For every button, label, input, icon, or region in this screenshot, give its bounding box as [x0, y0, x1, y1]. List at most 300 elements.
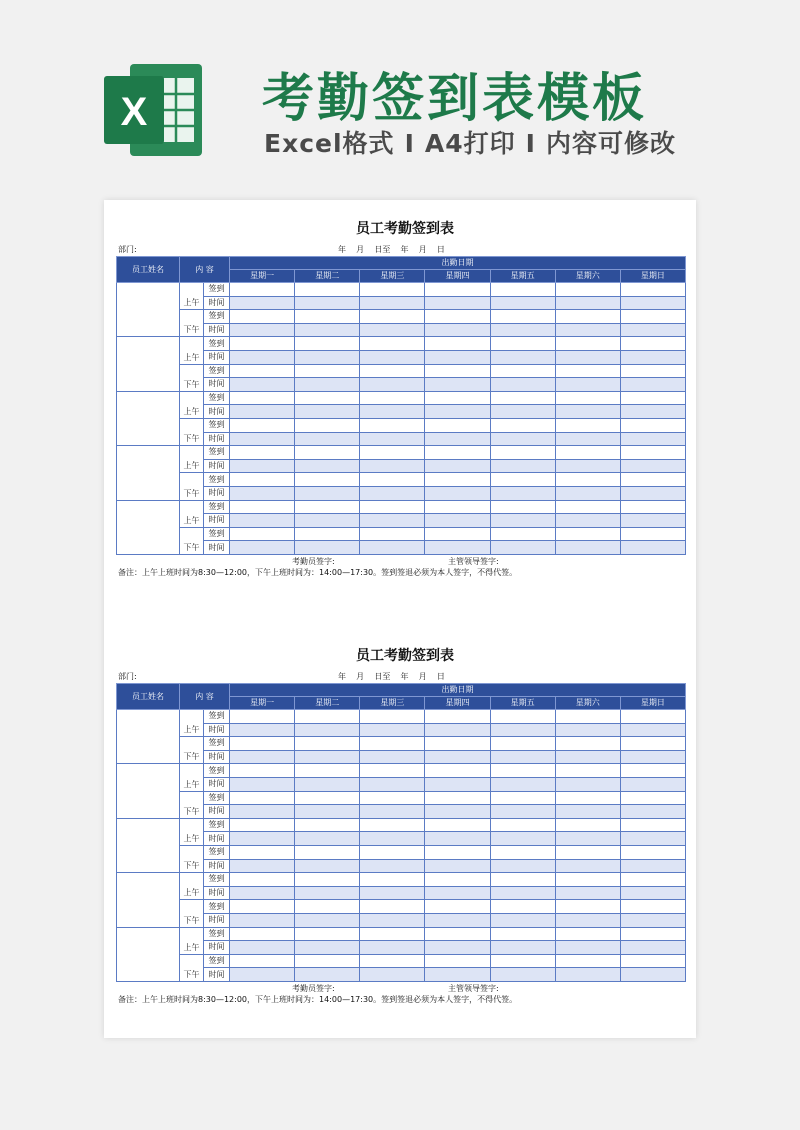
time-label: 时间 — [204, 296, 230, 310]
attendance-cell[interactable] — [295, 927, 360, 941]
attendance-cell[interactable] — [295, 418, 360, 432]
attendance-cell[interactable] — [295, 723, 360, 737]
attendance-cell[interactable] — [425, 859, 490, 873]
attendance-cell[interactable] — [620, 337, 685, 351]
attendance-cell[interactable] — [425, 886, 490, 900]
attendance-cell[interactable] — [490, 323, 555, 337]
attendance-cell[interactable] — [490, 954, 555, 968]
attendance-cell[interactable] — [360, 737, 425, 751]
attendance-cell[interactable] — [425, 818, 490, 832]
attendance-cell[interactable] — [425, 954, 490, 968]
attendance-cell[interactable] — [620, 350, 685, 364]
attendance-cell[interactable] — [490, 378, 555, 392]
attendance-cell[interactable] — [620, 913, 685, 927]
attendance-cell[interactable] — [425, 913, 490, 927]
attendance-cell[interactable] — [555, 750, 620, 764]
attendance-cell[interactable] — [555, 954, 620, 968]
attendance-cell[interactable] — [360, 310, 425, 324]
attendance-cell[interactable] — [360, 805, 425, 819]
attendance-cell[interactable] — [425, 927, 490, 941]
attendance-cell[interactable] — [360, 514, 425, 528]
attendance-cell[interactable] — [230, 500, 295, 514]
attendance-cell[interactable] — [295, 296, 360, 310]
attendance-cell[interactable] — [360, 296, 425, 310]
attendance-cell[interactable] — [490, 913, 555, 927]
attendance-cell[interactable] — [425, 486, 490, 500]
attendance-cell[interactable] — [620, 737, 685, 751]
attendance-cell[interactable] — [295, 337, 360, 351]
attendance-cell[interactable] — [425, 350, 490, 364]
attendance-cell[interactable] — [490, 514, 555, 528]
attendance-cell[interactable] — [425, 710, 490, 724]
attendance-cell[interactable] — [620, 954, 685, 968]
attendance-cell[interactable] — [295, 805, 360, 819]
attendance-cell[interactable] — [490, 791, 555, 805]
attendance-cell[interactable] — [555, 364, 620, 378]
attendance-cell[interactable] — [555, 791, 620, 805]
attendance-cell[interactable] — [425, 791, 490, 805]
attendance-cell[interactable] — [360, 418, 425, 432]
employee-name-cell[interactable] — [117, 818, 180, 872]
attendance-cell[interactable] — [230, 805, 295, 819]
attendance-cell[interactable] — [360, 473, 425, 487]
attendance-cell[interactable] — [555, 941, 620, 955]
attendance-cell[interactable] — [620, 527, 685, 541]
attendance-cell[interactable] — [360, 723, 425, 737]
employee-name-cell[interactable] — [117, 446, 180, 500]
attendance-cell[interactable] — [230, 323, 295, 337]
period-pm-label: 下午 — [180, 845, 204, 872]
attendance-cell[interactable] — [555, 283, 620, 297]
attendance-cell[interactable] — [425, 310, 490, 324]
attendance-cell[interactable] — [295, 873, 360, 887]
attendance-cell[interactable] — [230, 391, 295, 405]
attendance-cell[interactable] — [425, 777, 490, 791]
attendance-cell[interactable] — [620, 473, 685, 487]
attendance-cell[interactable] — [360, 859, 425, 873]
attendance-cell[interactable] — [295, 900, 360, 914]
attendance-cell[interactable] — [230, 913, 295, 927]
employee-name-cell[interactable] — [117, 283, 180, 337]
attendance-cell[interactable] — [295, 750, 360, 764]
attendance-cell[interactable] — [425, 514, 490, 528]
attendance-cell[interactable] — [555, 350, 620, 364]
attendance-cell[interactable] — [230, 764, 295, 778]
attendance-cell[interactable] — [295, 710, 360, 724]
attendance-cell[interactable] — [425, 283, 490, 297]
attendance-cell[interactable] — [230, 296, 295, 310]
attendance-cell[interactable] — [620, 500, 685, 514]
attendance-cell[interactable] — [490, 927, 555, 941]
attendance-cell[interactable] — [620, 283, 685, 297]
attendance-cell[interactable] — [360, 818, 425, 832]
attendance-cell[interactable] — [360, 845, 425, 859]
attendance-cell[interactable] — [490, 737, 555, 751]
attendance-cell[interactable] — [490, 832, 555, 846]
attendance-cell[interactable] — [425, 405, 490, 419]
attendance-cell[interactable] — [620, 459, 685, 473]
attendance-cell[interactable] — [295, 473, 360, 487]
attendance-cell[interactable] — [230, 723, 295, 737]
attendance-cell[interactable] — [490, 310, 555, 324]
attendance-cell[interactable] — [490, 723, 555, 737]
attendance-cell[interactable] — [230, 791, 295, 805]
attendance-cell[interactable] — [620, 296, 685, 310]
attendance-cell[interactable] — [230, 750, 295, 764]
employee-name-cell[interactable] — [117, 927, 180, 981]
attendance-cell[interactable] — [490, 750, 555, 764]
attendance-cell[interactable] — [555, 459, 620, 473]
attendance-cell[interactable] — [230, 710, 295, 724]
attendance-cell[interactable] — [490, 541, 555, 555]
attendance-cell[interactable] — [425, 845, 490, 859]
attendance-cell[interactable] — [230, 432, 295, 446]
attendance-cell[interactable] — [425, 527, 490, 541]
attendance-cell[interactable] — [620, 323, 685, 337]
attendance-cell[interactable] — [425, 446, 490, 460]
attendance-cell[interactable] — [620, 777, 685, 791]
attendance-cell[interactable] — [360, 954, 425, 968]
attendance-cell[interactable] — [620, 818, 685, 832]
attendance-cell[interactable] — [620, 378, 685, 392]
attendance-cell[interactable] — [360, 750, 425, 764]
attendance-cell[interactable] — [230, 283, 295, 297]
attendance-cell[interactable] — [555, 500, 620, 514]
attendance-cell[interactable] — [230, 350, 295, 364]
attendance-cell[interactable] — [555, 886, 620, 900]
attendance-cell[interactable] — [360, 886, 425, 900]
attendance-cell[interactable] — [425, 418, 490, 432]
attendance-cell[interactable] — [555, 710, 620, 724]
attendance-cell[interactable] — [230, 541, 295, 555]
attendance-cell[interactable] — [620, 418, 685, 432]
attendance-cell[interactable] — [230, 337, 295, 351]
attendance-cell[interactable] — [620, 791, 685, 805]
employee-name-cell[interactable] — [117, 764, 180, 818]
attendance-cell[interactable] — [425, 832, 490, 846]
attendance-cell[interactable] — [555, 859, 620, 873]
attendance-cell[interactable] — [295, 283, 360, 297]
attendance-cell[interactable] — [360, 500, 425, 514]
attendance-cell[interactable] — [230, 900, 295, 914]
attendance-cell[interactable] — [230, 886, 295, 900]
attendance-cell[interactable] — [555, 323, 620, 337]
attendance-cell[interactable] — [620, 486, 685, 500]
header-employee-name: 员工姓名 — [117, 684, 180, 710]
attendance-cell[interactable] — [230, 514, 295, 528]
attendance-cell[interactable] — [230, 777, 295, 791]
attendance-cell[interactable] — [295, 500, 360, 514]
attendance-cell[interactable] — [490, 710, 555, 724]
attendance-cell[interactable] — [360, 913, 425, 927]
attendance-cell[interactable] — [490, 459, 555, 473]
attendance-cell[interactable] — [555, 446, 620, 460]
attendance-cell[interactable] — [490, 941, 555, 955]
attendance-cell[interactable] — [620, 845, 685, 859]
attendance-cell[interactable] — [295, 486, 360, 500]
attendance-cell[interactable] — [620, 941, 685, 955]
attendance-cell[interactable] — [295, 310, 360, 324]
attendance-cell[interactable] — [295, 364, 360, 378]
attendance-cell[interactable] — [620, 900, 685, 914]
attendance-cell[interactable] — [555, 378, 620, 392]
attendance-cell[interactable] — [425, 296, 490, 310]
attendance-cell[interactable] — [555, 541, 620, 555]
sign-label: 签到 — [204, 764, 230, 778]
attendance-cell[interactable] — [295, 913, 360, 927]
attendance-cell[interactable] — [490, 446, 555, 460]
table-row — [117, 283, 686, 297]
attendance-cell[interactable] — [490, 418, 555, 432]
attendance-cell[interactable] — [360, 391, 425, 405]
attendance-cell[interactable] — [425, 500, 490, 514]
attendance-cell[interactable] — [360, 764, 425, 778]
attendance-cell[interactable] — [360, 541, 425, 555]
attendance-cell[interactable] — [620, 391, 685, 405]
attendance-cell[interactable] — [555, 927, 620, 941]
attendance-cell[interactable] — [555, 900, 620, 914]
attendance-cell[interactable] — [490, 764, 555, 778]
attendance-cell[interactable] — [425, 391, 490, 405]
attendance-cell[interactable] — [230, 737, 295, 751]
attendance-cell[interactable] — [620, 859, 685, 873]
attendance-cell[interactable] — [360, 459, 425, 473]
attendance-cell[interactable] — [360, 927, 425, 941]
attendance-cell[interactable] — [360, 446, 425, 460]
attendance-cell[interactable] — [295, 764, 360, 778]
attendance-cell[interactable] — [230, 927, 295, 941]
attendance-cell[interactable] — [490, 818, 555, 832]
attendance-cell[interactable] — [295, 941, 360, 955]
attendance-cell[interactable] — [425, 337, 490, 351]
attendance-cell[interactable] — [295, 791, 360, 805]
attendance-cell[interactable] — [230, 832, 295, 846]
attendance-cell[interactable] — [555, 723, 620, 737]
attendance-cell[interactable] — [295, 954, 360, 968]
attendance-cell[interactable] — [490, 968, 555, 982]
attendance-cell[interactable] — [555, 873, 620, 887]
attendance-cell[interactable] — [555, 832, 620, 846]
employee-name-cell[interactable] — [117, 873, 180, 927]
attendance-cell[interactable] — [490, 486, 555, 500]
attendance-cell[interactable] — [555, 527, 620, 541]
attendance-cell[interactable] — [555, 337, 620, 351]
attendance-cell[interactable] — [360, 527, 425, 541]
attendance-cell[interactable] — [620, 927, 685, 941]
attendance-cell[interactable] — [230, 873, 295, 887]
attendance-cell[interactable] — [490, 296, 555, 310]
attendance-cell[interactable] — [490, 350, 555, 364]
attendance-cell[interactable] — [360, 283, 425, 297]
time-label: 时间 — [204, 805, 230, 819]
attendance-cell[interactable] — [425, 378, 490, 392]
attendance-cell[interactable] — [425, 873, 490, 887]
attendance-cell[interactable] — [360, 405, 425, 419]
attendance-cell[interactable] — [295, 886, 360, 900]
attendance-cell[interactable] — [230, 405, 295, 419]
attendance-cell[interactable] — [425, 541, 490, 555]
attendance-cell[interactable] — [295, 459, 360, 473]
attendance-cell[interactable] — [425, 459, 490, 473]
attendance-cell[interactable] — [620, 310, 685, 324]
attendance-cell[interactable] — [490, 845, 555, 859]
attendance-cell[interactable] — [555, 845, 620, 859]
attendance-cell[interactable] — [425, 968, 490, 982]
attendance-cell[interactable] — [295, 541, 360, 555]
attendance-cell[interactable] — [620, 886, 685, 900]
attendance-cell[interactable] — [490, 805, 555, 819]
attendance-cell[interactable] — [620, 764, 685, 778]
attendance-cell[interactable] — [620, 805, 685, 819]
attendance-cell[interactable] — [360, 832, 425, 846]
attendance-cell[interactable] — [230, 968, 295, 982]
attendance-cell[interactable] — [620, 364, 685, 378]
attendance-cell[interactable] — [295, 527, 360, 541]
attendance-cell[interactable] — [490, 527, 555, 541]
attendance-cell[interactable] — [425, 764, 490, 778]
attendance-cell[interactable] — [490, 777, 555, 791]
attendance-cell[interactable] — [425, 750, 490, 764]
attendance-cell[interactable] — [230, 954, 295, 968]
attendance-cell[interactable] — [360, 968, 425, 982]
attendance-cell[interactable] — [360, 432, 425, 446]
attendance-cell[interactable] — [555, 818, 620, 832]
attendance-cell[interactable] — [425, 805, 490, 819]
attendance-cell[interactable] — [620, 446, 685, 460]
attendance-cell[interactable] — [360, 791, 425, 805]
attendance-cell[interactable] — [555, 296, 620, 310]
attendance-cell[interactable] — [620, 541, 685, 555]
attendance-cell[interactable] — [360, 337, 425, 351]
attendance-cell[interactable] — [360, 941, 425, 955]
attendance-cell[interactable] — [295, 446, 360, 460]
attendance-cell[interactable] — [360, 873, 425, 887]
attendance-cell[interactable] — [620, 968, 685, 982]
attendance-cell[interactable] — [620, 432, 685, 446]
attendance-cell[interactable] — [360, 777, 425, 791]
attendance-cell[interactable] — [360, 350, 425, 364]
attendance-cell[interactable] — [555, 737, 620, 751]
attendance-cell[interactable] — [620, 405, 685, 419]
attendance-cell[interactable] — [555, 391, 620, 405]
attendance-cell[interactable] — [295, 737, 360, 751]
attendance-cell[interactable] — [555, 968, 620, 982]
attendance-cell[interactable] — [295, 777, 360, 791]
attendance-cell[interactable] — [620, 710, 685, 724]
attendance-cell[interactable] — [425, 323, 490, 337]
attendance-cell[interactable] — [295, 859, 360, 873]
attendance-cell[interactable] — [620, 832, 685, 846]
attendance-cell[interactable] — [555, 405, 620, 419]
attendance-cell[interactable] — [555, 913, 620, 927]
attendance-cell[interactable] — [555, 432, 620, 446]
attendance-cell[interactable] — [295, 845, 360, 859]
attendance-cell[interactable] — [360, 486, 425, 500]
employee-name-cell[interactable] — [117, 337, 180, 391]
attendance-cell[interactable] — [555, 473, 620, 487]
attendance-cell[interactable] — [555, 805, 620, 819]
sign-label: 签到 — [204, 527, 230, 541]
attendance-cell[interactable] — [490, 859, 555, 873]
attendance-cell[interactable] — [555, 514, 620, 528]
attendance-cell[interactable] — [230, 473, 295, 487]
attendance-cell[interactable] — [490, 405, 555, 419]
attendance-cell[interactable] — [555, 418, 620, 432]
attendance-cell[interactable] — [490, 391, 555, 405]
attendance-cell[interactable] — [230, 446, 295, 460]
attendance-cell[interactable] — [620, 514, 685, 528]
attendance-cell[interactable] — [295, 405, 360, 419]
sign-label: 签到 — [204, 364, 230, 378]
attendance-cell[interactable] — [620, 750, 685, 764]
attendance-cell[interactable] — [490, 283, 555, 297]
attendance-cell[interactable] — [555, 764, 620, 778]
sign-label: 签到 — [204, 418, 230, 432]
attendance-cell[interactable] — [555, 777, 620, 791]
attendance-cell[interactable] — [425, 900, 490, 914]
attendance-cell[interactable] — [555, 310, 620, 324]
attendance-cell[interactable] — [230, 459, 295, 473]
employee-name-cell[interactable] — [117, 391, 180, 445]
attendance-cell[interactable] — [425, 473, 490, 487]
attendance-cell[interactable] — [490, 364, 555, 378]
attendance-cell[interactable] — [230, 941, 295, 955]
attendance-cell[interactable] — [360, 710, 425, 724]
attendance-cell[interactable] — [360, 900, 425, 914]
attendance-cell[interactable] — [230, 364, 295, 378]
attendance-cell[interactable] — [230, 527, 295, 541]
attendance-cell[interactable] — [360, 364, 425, 378]
attendance-cell[interactable] — [425, 941, 490, 955]
header-day: 星期二 — [295, 270, 360, 283]
attendance-cell[interactable] — [490, 886, 555, 900]
attendance-cell[interactable] — [230, 486, 295, 500]
attendance-cell[interactable] — [360, 378, 425, 392]
attendance-cell[interactable] — [360, 323, 425, 337]
attendance-cell[interactable] — [230, 818, 295, 832]
attendance-cell[interactable] — [295, 968, 360, 982]
attendance-cell[interactable] — [490, 337, 555, 351]
attendance-cell[interactable] — [425, 723, 490, 737]
attendance-cell[interactable] — [490, 473, 555, 487]
attendance-cell[interactable] — [425, 364, 490, 378]
attendance-cell[interactable] — [425, 432, 490, 446]
attendance-cell[interactable] — [295, 323, 360, 337]
attendance-cell[interactable] — [295, 378, 360, 392]
attendance-cell[interactable] — [490, 432, 555, 446]
attendance-cell[interactable] — [490, 500, 555, 514]
employee-name-cell[interactable] — [117, 500, 180, 554]
attendance-cell[interactable] — [295, 432, 360, 446]
attendance-cell[interactable] — [230, 845, 295, 859]
attendance-cell[interactable] — [425, 737, 490, 751]
attendance-cell[interactable] — [295, 832, 360, 846]
attendance-cell[interactable] — [295, 514, 360, 528]
attendance-cell[interactable] — [490, 873, 555, 887]
attendance-cell[interactable] — [620, 723, 685, 737]
attendance-cell[interactable] — [295, 391, 360, 405]
attendance-cell[interactable] — [295, 818, 360, 832]
attendance-cell[interactable] — [230, 418, 295, 432]
attendance-cell[interactable] — [490, 900, 555, 914]
attendance-cell[interactable] — [295, 350, 360, 364]
attendance-cell[interactable] — [555, 486, 620, 500]
attendance-cell[interactable] — [230, 310, 295, 324]
attendance-cell[interactable] — [620, 873, 685, 887]
attendance-cell[interactable] — [230, 859, 295, 873]
employee-name-cell[interactable] — [117, 710, 180, 764]
attendance-cell[interactable] — [230, 378, 295, 392]
